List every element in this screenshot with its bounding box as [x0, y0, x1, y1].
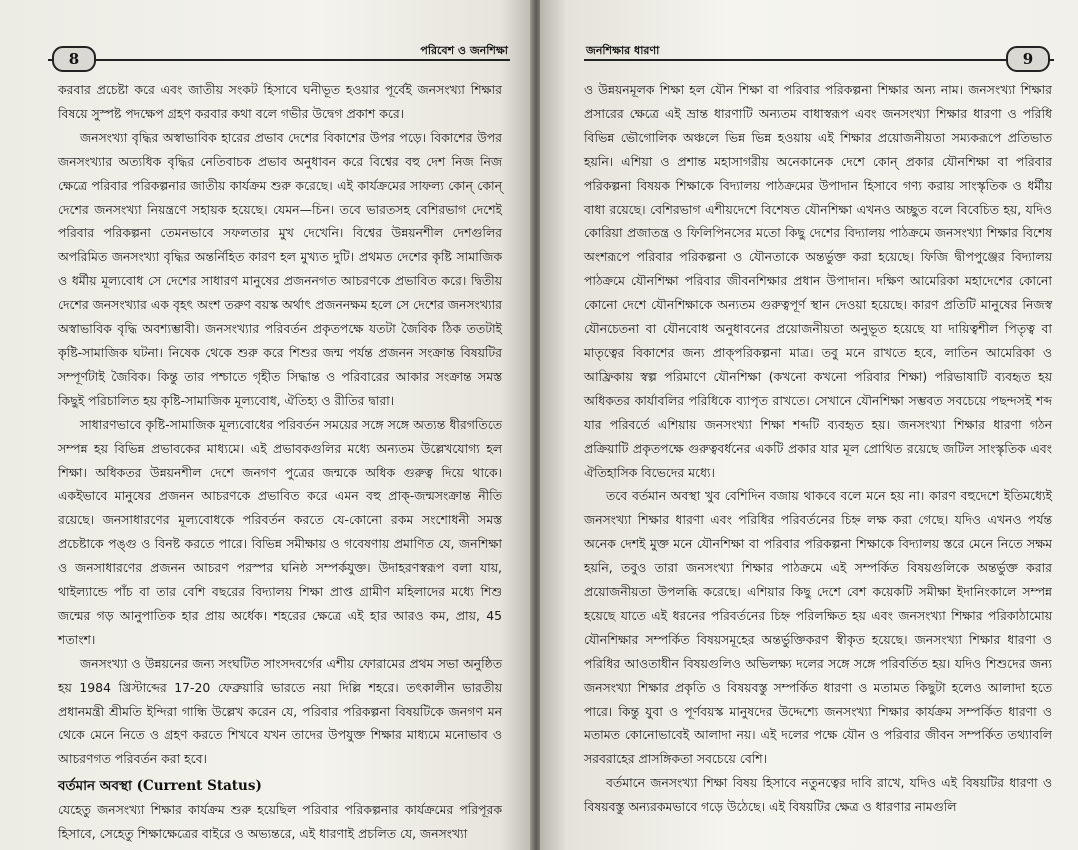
section-heading: বর্তমান অবস্থা (Current Status): [58, 778, 262, 795]
right-page-body: [584, 78, 1052, 819]
left-page-header: [48, 44, 510, 72]
page-number-right: 9: [1006, 46, 1050, 72]
paragraph: সাধারণভাবে কৃষ্টি-সামাজিক মূল্যবোধের পরিবর্তন সময়ের সঙ্গে সঙ্গে অত্যন্ত ধীরগতিতে সম্পন্ন হয় বিভিন্ন প্রভাবকের মাধ্যমে। এই প্রভাবকগুলির মধ্যে অন্যতম উল্লেখযোগ্য হল শিক্ষা। অধিকতর উন্নয়নশীল দেশে জনগণ পুত্রের জন্মকে অধিক গুরুত্ব দিয়ে থাকে। একইভাবে মানুষের প্রজনন আচরণকে প্রভাবিত করে এমন বহু প্রাক্-জন্মসংক্রান্ত নীতি রয়েছে। জনসাধারণের মূল্যবোধকে পরিবর্তন করতে যে-কোনো রকম সংশোধনী সমস্ত প্রচেষ্টাকে পঙ্গু ও বিনষ্ট করতে পারে। বিভিন্ন সমীক্ষায় ও গবেষণায় প্রমাণিত যে, জনশিক্ষা ও জনসাধারণের প্রজনন আচরণ পরস্পর ঘনিষ্ঠ সম্পর্কযুক্ত। উদাহরণস্বরূপ বলা যায়, থাইল্যান্ডে পাঁচ বা তার বেশি বছরের বিদ্যালয় শিক্ষা প্রাপ্ত গ্রামীণ মহিলাদের মধ্যে শিশু জন্মের গড় আনুপাতিক হার প্রায় অর্ধেক। শহরের ক্ষেত্রে এই হার আরও কম, প্রায়, 45 শতাংশ।: [58, 416, 502, 647]
running-header-right: জনশিক্ষার ধারণা: [586, 44, 660, 57]
paragraph: করবার প্রচেষ্টা করে এবং জাতীয় সংকট হিসাবে ঘনীভূত হওয়ার পূর্বেই জনসংখ্যা শিক্ষার বিষয়ে সুস্পষ্ট পদক্ষেপ গ্রহণ করবার কথা বলে গভীর উদ্বেগ প্রকাশ করে।: [58, 82, 503, 121]
left-page-body: [58, 78, 502, 846]
paragraph: জনসংখ্যা বৃদ্ধির অস্বাভাবিক হারের প্রভাব দেশের বিকাশের উপর পড়ে। বিকাশের উপর জনসংখ্যার অত্যধিক বৃদ্ধির নেতিবাচক প্রভাব অনুধাবন করে বিশ্বের বহু দেশ নিজ নিজ ক্ষেত্রে পরিবার পরিকল্পনার জাতীয় কার্যক্রম শুরু করেছে। এই কার্যক্রমের সাফল্য কোন্ কোন্ দেশের জনসংখ্যা নিয়ন্ত্রণে সহায়ক হয়েছে। যেমন—চিন। তবে ভারতসহ বেশিরভাগ দেশেই পরিবার পরিকল্পনা তেমনভাবে সফলতার মুখ দেখেনি। বিশ্বের উন্নয়নশীল দেশগুলির অপরিমিত জনসংখ্যা বৃদ্ধির অন্তর্নিহিত কারণ হল মুখ্যত দুটি। প্রথমত দেশের কৃষ্টি সামাজিক ও ধর্মীয় মূল্যবোধ সে দেশের সাধারণ মানুষের প্রজননগত আচরণকে প্রভাবিত করে। দ্বিতীয় দেশের জনসংখ্যার এক বৃহৎ অংশ তরুণ বয়স্ক অর্থাৎ প্রজননক্ষম হলে সে দেশের জনসংখ্যার অস্বাভাবিক বৃদ্ধি অবশ্যম্ভাবী। জনসংখ্যার পরিবর্তন প্রকৃতপক্ষে যতটা জৈবিক ঠিক ততটাই কৃষ্টি-সামাজিক ঘটনা। নিষেক থেকে শুরু করে শিশুর জন্ম পর্যন্ত প্রজনন সংক্রান্ত বিষয়টির সম্পূর্ণটাই জৈবিক। কিন্তু তার পশ্চাতে গৃহীত সিদ্ধান্ত ও পরিবারের আকার সংক্রান্ত সমস্ত কিছুই পরিচালিত হয় কৃষ্টি-সামাজিক মূল্যবোধ, ঐতিহ্য ও রীতির দ্বারা।: [58, 129, 502, 408]
paragraph: বর্তমানে জনসংখ্যা শিক্ষা বিষয় হিসাবে নতুনত্বের দাবি রাখে, যদিও এই বিষয়টির ধারণা ও বিষয়বস্তু অন্যরকমভাবে গড়ে উঠেছে। এই বিষয়টির ক্ষেত্র ও ধারণার নামগুলি: [584, 775, 1052, 815]
paragraph: জনসংখ্যা ও উন্নয়নের জন্য সংঘটিত সাংসদবর্গের এশীয় ফোরামের প্রথম সভা অনুষ্ঠিত হয় 1984 খ্রিস্টাব্দের 17-20 ফেব্রুয়ারি ভারতে নয়া দিল্লি শহরে। তৎকালীন ভারতীয় প্রধানমন্ত্রী শ্রীমতি ইন্দিরা গান্ধি উল্লেখ করেন যে, পরিবার পরিকল্পনা বিষয়টিকে জনগণ মন থেকে মেনে নিতে ও গ্রহণ করতে শিখবে যখন তাদের উপযুক্ত শিক্ষার মাধ্যমে মনোভাব ও আচরণগত পরিবর্তন করা হবে।: [58, 655, 502, 767]
right-page: [540, 0, 1078, 850]
paragraph: তবে বর্তমান অবস্থা খুব বেশিদিন বজায় থাকবে বলে মনে হয় না। কারণ বহুদেশে ইতিমধ্যেই জনসংখ্যা শিক্ষার ধারণা এবং পরিধির পরিবর্তনের চিহ্ন লক্ষ করা গেছে। যদিও এখনও পর্যন্ত অনেক দেশই মুক্ত মনে যৌনশিক্ষা বা পরিবার পরিকল্পনা শিক্ষাকে বিদ্যালয় স্তরে মেনে নিতে সক্ষম হয়নি, তবুও তারা জনসংখ্যা শিক্ষার পাঠক্রমে এই সম্পর্কিত বিষয়গুলিকে অন্তর্ভুক্ত করার প্রয়োজনীয়তা উপলব্ধি করেছে। এশিয়ার কিছু দেশে বেশ কয়েকটি সমীক্ষা ইদানিংকালে সম্পন্ন হয়েছে যাতে এই ধরনের পরিবর্তনের চিহ্ন পরিলক্ষিত হয় এবং জনসংখ্যা শিক্ষার পরিকাঠামোয় যৌনশিক্ষার সম্পর্কিত বিষয়সমূহের অন্তর্ভুক্তিকরণ স্বীকৃত হয়েছে। জনসংখ্যা শিক্ষার ধারণা ও পরিধির আওতাধীন বিষয়গুলিও অভিলক্ষ্য দলের সঙ্গে সঙ্গে পরিবর্তিত হয়। যদিও শিশুদের জন্য জনসংখ্যা শিক্ষার প্রকৃতি ও বিষয়বস্তু সম্পর্কিত ধারণা ও মতামত কিছুটা হলেও আলাদা হতে পারে। কিন্তু যুবা ও পূর্ণবয়স্ক মানুষদের উদ্দেশ্যে জনসংখ্যা শিক্ষার কার্যক্রম সম্পর্কিত ধারণা ও মতামত কোনোভাবেই আলাদা নয়। এই দলের পক্ষে যৌন ও পরিবার জীবন সম্পর্কিত তথ্যাবলি সরবরাহের প্রাসঙ্গিকতা সবচেয়ে বেশি।: [584, 488, 1052, 767]
paragraph: ও উন্নয়নমূলক শিক্ষা হল যৌন শিক্ষা বা পরিবার পরিকল্পনা শিক্ষার অন্য নাম। জনসংখ্যা শিক্ষার প্রসারের ক্ষেত্রে এই ভ্রান্ত ধারণাটি অন্যতম বাধাস্বরূপ এবং জনসংখ্যা শিক্ষার ধারণা ও পরিধি বিভিন্ন ভৌগোলিক অঞ্চলে ভিন্ন ভিন্ন হওয়ায় এই শিক্ষার প্রয়োজনীয়তা সম্যকরূপে প্রতিভাত হয়নি। এশিয়া ও প্রশান্ত মহাসাগরীয় অনেকানেক দেশে কোন্ প্রকার যৌনশিক্ষা বা পরিবার পরিকল্পনা বিষয়ক শিক্ষাকে বিদ্যালয় পাঠক্রমের উপাদান হিসাবে গণ্য করায় সাংস্কৃতিক ও ধর্মীয় বাধা রয়েছে। বেশিরভাগ এশীয়দেশে বিশেষত যৌনশিক্ষা এখনও অচ্ছুত বলে বিবেচিত হয়, যদিও কোরিয়া প্রজাতন্ত্র ও ফিলিপিনসের মতো কিছু দেশের বিদ্যালয় পাঠক্রমে জনসংখ্যা শিক্ষার বিশেষ অংশরূপে পরিবার পরিকল্পনা ও যৌনতাকে অন্তর্ভুক্ত করা হয়েছে। ফিজি দ্বীপপুঞ্জের বিদ্যালয় পাঠক্রমে যৌনশিক্ষা পরিবার জীবনশিক্ষার প্রধান উপাদান। দক্ষিণ আমেরিকা মহাদেশের কোনো কোনো দেশে যৌনশিক্ষাকে অন্যতম গুরুত্বপূর্ণ স্থান দেওয়া হয়েছে। কারণ প্রতিটি মানুষের নিজস্ব যৌনচেতনা বা যৌনবোধ অনুধাবনের প্রয়োজনীয়তা অনুভূত হয়েছে যা দায়িত্বশীল পিতৃত্ব বা মাতৃত্বের বিকাশের জন্য প্রাক্‌পরিকল্পনা মাত্র। তবু মনে রাখতে হবে, লাতিন আমেরিকা ও আফ্রিকায় স্বল্প পরিমাণে যৌনশিক্ষা (কখনো কখনো পরিবার শিক্ষা) পরিভাষাটি ব্যবহৃত হয় অধিকতর কার্যাবলির পরিধিকে ব্যাপৃত রাখতে। সেখানে যৌনশিক্ষা সম্ভবত সবচেয়ে পছন্দসই শব্দ যার পরিবর্তে এশিয়ায় জনসংখ্যা শিক্ষা শব্দটি ব্যবহৃত হয়। জনসংখ্যা শিক্ষার ধারণা গঠন প্রক্রিয়াটি প্রকৃতপক্ষে গুরুত্ববর্ধনের একটি প্রকার যার মূল প্রোথিত রয়েছে জটিল সাংস্কৃতিক এবং ঐতিহাসিক বিভেদের মধ্যে।: [584, 82, 1052, 480]
left-page: [0, 0, 532, 850]
page-number-left: 8: [52, 46, 96, 72]
running-header-left: পরিবেশ ও জনশিক্ষা: [420, 44, 508, 57]
right-page-header: [584, 44, 1054, 72]
paragraph: যেহেতু জনসংখ্যা শিক্ষার কার্যক্রম শুরু হয়েছিল পরিবার পরিকল্পনার কার্যক্রমের পরিপূরক হিসাবে, সেহেতু শিক্ষাক্ষেত্রের বাইরে ও অভ্যন্তরে, এই ধারণাই প্রচলিত যে, জনসংখ্যা: [58, 802, 502, 842]
